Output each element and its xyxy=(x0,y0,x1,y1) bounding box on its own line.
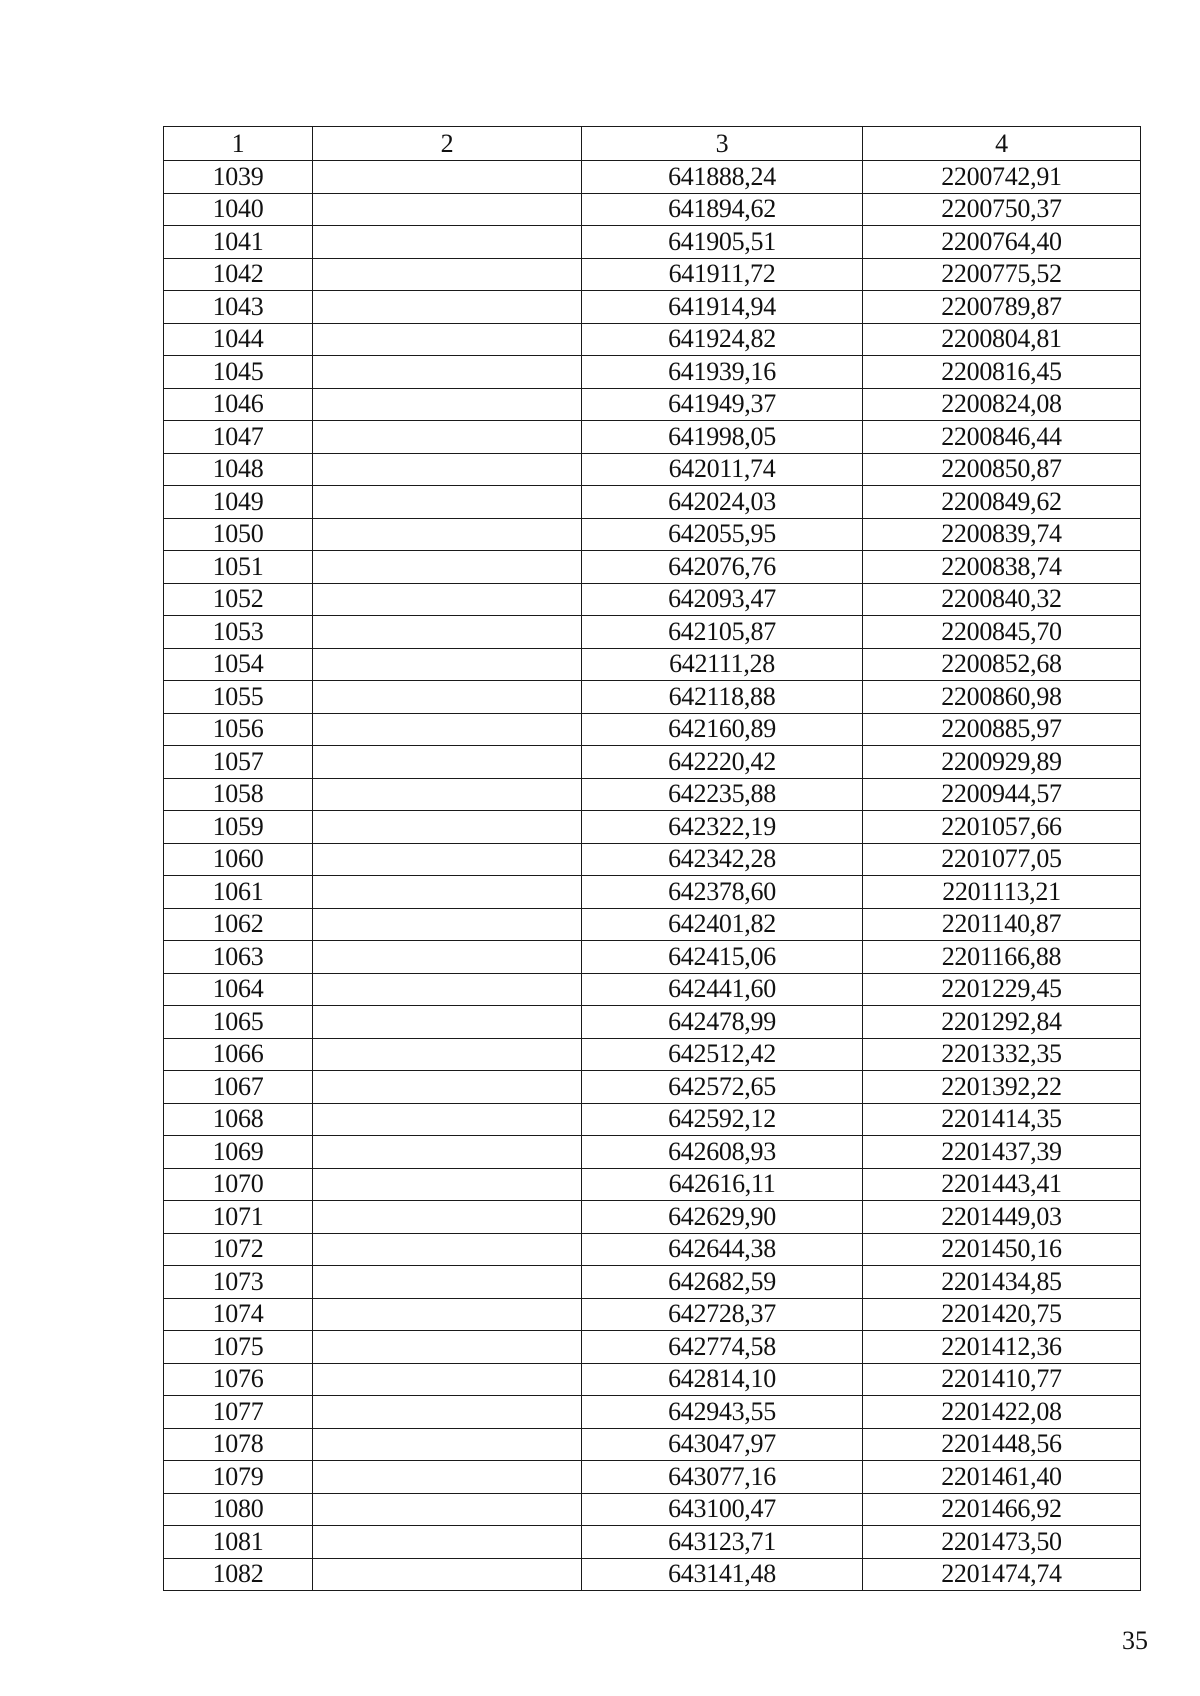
empty-cell xyxy=(313,908,582,941)
x-coordinate-cell: 642011,74 xyxy=(582,453,863,486)
x-coordinate-cell: 641905,51 xyxy=(582,226,863,259)
table-row xyxy=(164,1558,1141,1591)
empty-cell xyxy=(313,226,582,259)
empty-cell xyxy=(313,1136,582,1169)
table-row xyxy=(164,811,1141,844)
empty-cell xyxy=(313,1461,582,1494)
x-coordinate-cell: 642322,19 xyxy=(582,811,863,844)
x-coordinate-cell: 642105,87 xyxy=(582,616,863,649)
y-coordinate-cell: 2200852,68 xyxy=(863,648,1141,681)
empty-cell xyxy=(313,486,582,519)
y-coordinate-cell: 2201474,74 xyxy=(863,1558,1141,1591)
table-row xyxy=(164,1298,1141,1331)
x-coordinate-cell: 642572,65 xyxy=(582,1071,863,1104)
y-coordinate-cell: 2201448,56 xyxy=(863,1428,1141,1461)
empty-cell xyxy=(313,713,582,746)
x-coordinate-cell: 641911,72 xyxy=(582,258,863,291)
y-coordinate-cell: 2200944,57 xyxy=(863,778,1141,811)
table-row xyxy=(164,1461,1141,1494)
empty-cell xyxy=(313,648,582,681)
y-coordinate-cell: 2200839,74 xyxy=(863,518,1141,551)
empty-cell xyxy=(313,1038,582,1071)
point-number-cell: 1065 xyxy=(164,1006,313,1039)
empty-cell xyxy=(313,1233,582,1266)
empty-cell xyxy=(313,1266,582,1299)
y-coordinate-cell: 2201422,08 xyxy=(863,1396,1141,1429)
x-coordinate-cell: 642512,42 xyxy=(582,1038,863,1071)
empty-cell xyxy=(313,1526,582,1559)
empty-cell xyxy=(313,941,582,974)
x-coordinate-cell: 642160,89 xyxy=(582,713,863,746)
point-number-cell: 1059 xyxy=(164,811,313,844)
empty-cell xyxy=(313,356,582,389)
table-row xyxy=(164,1526,1141,1559)
table-row xyxy=(164,1428,1141,1461)
table-row xyxy=(164,1396,1141,1429)
point-number-cell: 1063 xyxy=(164,941,313,974)
table-row xyxy=(164,453,1141,486)
empty-cell xyxy=(313,1428,582,1461)
table-row xyxy=(164,421,1141,454)
x-coordinate-cell: 642644,38 xyxy=(582,1233,863,1266)
table-row xyxy=(164,746,1141,779)
y-coordinate-cell: 2201410,77 xyxy=(863,1363,1141,1396)
empty-cell xyxy=(313,388,582,421)
empty-cell xyxy=(313,1363,582,1396)
x-coordinate-cell: 642814,10 xyxy=(582,1363,863,1396)
y-coordinate-cell: 2200804,81 xyxy=(863,323,1141,356)
x-coordinate-cell: 642235,88 xyxy=(582,778,863,811)
point-number-cell: 1039 xyxy=(164,161,313,194)
x-coordinate-cell: 642342,28 xyxy=(582,843,863,876)
x-coordinate-cell: 641998,05 xyxy=(582,421,863,454)
x-coordinate-cell: 642378,60 xyxy=(582,876,863,909)
table-row xyxy=(164,291,1141,324)
point-number-cell: 1056 xyxy=(164,713,313,746)
y-coordinate-cell: 2201229,45 xyxy=(863,973,1141,1006)
point-number-cell: 1072 xyxy=(164,1233,313,1266)
y-coordinate-cell: 2201450,16 xyxy=(863,1233,1141,1266)
table-row xyxy=(164,1363,1141,1396)
empty-cell xyxy=(313,421,582,454)
point-number-cell: 1045 xyxy=(164,356,313,389)
table-row xyxy=(164,323,1141,356)
y-coordinate-cell: 2200840,32 xyxy=(863,583,1141,616)
y-coordinate-cell: 2200860,98 xyxy=(863,681,1141,714)
point-number-cell: 1061 xyxy=(164,876,313,909)
point-number-cell: 1082 xyxy=(164,1558,313,1591)
y-coordinate-cell: 2200846,44 xyxy=(863,421,1141,454)
point-number-cell: 1078 xyxy=(164,1428,313,1461)
point-number-cell: 1057 xyxy=(164,746,313,779)
table-row xyxy=(164,1266,1141,1299)
page-number: 35 xyxy=(1122,1626,1148,1655)
table-row xyxy=(164,486,1141,519)
x-coordinate-cell: 641888,24 xyxy=(582,161,863,194)
y-coordinate-cell: 2201473,50 xyxy=(863,1526,1141,1559)
empty-cell xyxy=(313,161,582,194)
y-coordinate-cell: 2201392,22 xyxy=(863,1071,1141,1104)
header-row xyxy=(164,127,1141,161)
x-coordinate-cell: 642111,28 xyxy=(582,648,863,681)
point-number-cell: 1050 xyxy=(164,518,313,551)
coordinates-table xyxy=(163,126,1141,1591)
y-coordinate-cell: 2200929,89 xyxy=(863,746,1141,779)
empty-cell xyxy=(313,1168,582,1201)
table-row xyxy=(164,551,1141,584)
empty-cell xyxy=(313,843,582,876)
point-number-cell: 1074 xyxy=(164,1298,313,1331)
x-coordinate-cell: 642478,99 xyxy=(582,1006,863,1039)
y-coordinate-cell: 2201420,75 xyxy=(863,1298,1141,1331)
empty-cell xyxy=(313,1493,582,1526)
point-number-cell: 1077 xyxy=(164,1396,313,1429)
empty-cell xyxy=(313,583,582,616)
y-coordinate-cell: 2201332,35 xyxy=(863,1038,1141,1071)
header-cell-col-1: 1 xyxy=(164,127,313,161)
empty-cell xyxy=(313,616,582,649)
y-coordinate-cell: 2200750,37 xyxy=(863,193,1141,226)
y-coordinate-cell: 2201466,92 xyxy=(863,1493,1141,1526)
header-cell-col-2: 2 xyxy=(313,127,582,161)
table-row xyxy=(164,258,1141,291)
point-number-cell: 1080 xyxy=(164,1493,313,1526)
y-coordinate-cell: 2201414,35 xyxy=(863,1103,1141,1136)
table-row xyxy=(164,583,1141,616)
point-number-cell: 1066 xyxy=(164,1038,313,1071)
x-coordinate-cell: 643100,47 xyxy=(582,1493,863,1526)
point-number-cell: 1042 xyxy=(164,258,313,291)
point-number-cell: 1073 xyxy=(164,1266,313,1299)
point-number-cell: 1051 xyxy=(164,551,313,584)
table-row xyxy=(164,908,1141,941)
empty-cell xyxy=(313,1396,582,1429)
empty-cell xyxy=(313,778,582,811)
y-coordinate-cell: 2201461,40 xyxy=(863,1461,1141,1494)
empty-cell xyxy=(313,1071,582,1104)
point-number-cell: 1064 xyxy=(164,973,313,1006)
y-coordinate-cell: 2200849,62 xyxy=(863,486,1141,519)
y-coordinate-cell: 2201437,39 xyxy=(863,1136,1141,1169)
empty-cell xyxy=(313,746,582,779)
header-cell-col-3: 3 xyxy=(582,127,863,161)
empty-cell xyxy=(313,1103,582,1136)
x-coordinate-cell: 641949,37 xyxy=(582,388,863,421)
point-number-cell: 1043 xyxy=(164,291,313,324)
empty-cell xyxy=(313,291,582,324)
empty-cell xyxy=(313,323,582,356)
empty-cell xyxy=(313,518,582,551)
x-coordinate-cell: 642220,42 xyxy=(582,746,863,779)
point-number-cell: 1046 xyxy=(164,388,313,421)
table-row xyxy=(164,648,1141,681)
point-number-cell: 1058 xyxy=(164,778,313,811)
table-row xyxy=(164,226,1141,259)
table-row xyxy=(164,1493,1141,1526)
empty-cell xyxy=(313,1298,582,1331)
point-number-cell: 1070 xyxy=(164,1168,313,1201)
table-row xyxy=(164,713,1141,746)
x-coordinate-cell: 642592,12 xyxy=(582,1103,863,1136)
x-coordinate-cell: 643123,71 xyxy=(582,1526,863,1559)
x-coordinate-cell: 642629,90 xyxy=(582,1201,863,1234)
table-row xyxy=(164,356,1141,389)
empty-cell xyxy=(313,453,582,486)
point-number-cell: 1071 xyxy=(164,1201,313,1234)
table-row xyxy=(164,1006,1141,1039)
empty-cell xyxy=(313,811,582,844)
y-coordinate-cell: 2200885,97 xyxy=(863,713,1141,746)
table-row xyxy=(164,161,1141,194)
y-coordinate-cell: 2200816,45 xyxy=(863,356,1141,389)
table-row xyxy=(164,681,1141,714)
point-number-cell: 1048 xyxy=(164,453,313,486)
y-coordinate-cell: 2201140,87 xyxy=(863,908,1141,941)
point-number-cell: 1052 xyxy=(164,583,313,616)
x-coordinate-cell: 642774,58 xyxy=(582,1331,863,1364)
empty-cell xyxy=(313,193,582,226)
table-row xyxy=(164,778,1141,811)
point-number-cell: 1067 xyxy=(164,1071,313,1104)
empty-cell xyxy=(313,681,582,714)
table-row xyxy=(164,876,1141,909)
x-coordinate-cell: 642943,55 xyxy=(582,1396,863,1429)
point-number-cell: 1047 xyxy=(164,421,313,454)
x-coordinate-cell: 642401,82 xyxy=(582,908,863,941)
y-coordinate-cell: 2201443,41 xyxy=(863,1168,1141,1201)
y-coordinate-cell: 2201166,88 xyxy=(863,941,1141,974)
y-coordinate-cell: 2201113,21 xyxy=(863,876,1141,909)
x-coordinate-cell: 642682,59 xyxy=(582,1266,863,1299)
y-coordinate-cell: 2201077,05 xyxy=(863,843,1141,876)
point-number-cell: 1041 xyxy=(164,226,313,259)
y-coordinate-cell: 2200764,40 xyxy=(863,226,1141,259)
y-coordinate-cell: 2200775,52 xyxy=(863,258,1141,291)
table-row xyxy=(164,1331,1141,1364)
x-coordinate-cell: 641924,82 xyxy=(582,323,863,356)
point-number-cell: 1055 xyxy=(164,681,313,714)
point-number-cell: 1068 xyxy=(164,1103,313,1136)
point-number-cell: 1075 xyxy=(164,1331,313,1364)
point-number-cell: 1076 xyxy=(164,1363,313,1396)
y-coordinate-cell: 2200850,87 xyxy=(863,453,1141,486)
empty-cell xyxy=(313,258,582,291)
x-coordinate-cell: 642093,47 xyxy=(582,583,863,616)
x-coordinate-cell: 642608,93 xyxy=(582,1136,863,1169)
x-coordinate-cell: 642118,88 xyxy=(582,681,863,714)
empty-cell xyxy=(313,973,582,1006)
point-number-cell: 1062 xyxy=(164,908,313,941)
y-coordinate-cell: 2200789,87 xyxy=(863,291,1141,324)
x-coordinate-cell: 642055,95 xyxy=(582,518,863,551)
x-coordinate-cell: 643141,48 xyxy=(582,1558,863,1591)
table-row xyxy=(164,941,1141,974)
y-coordinate-cell: 2201057,66 xyxy=(863,811,1141,844)
table-row xyxy=(164,1201,1141,1234)
point-number-cell: 1069 xyxy=(164,1136,313,1169)
table-row xyxy=(164,388,1141,421)
point-number-cell: 1079 xyxy=(164,1461,313,1494)
x-coordinate-cell: 641894,62 xyxy=(582,193,863,226)
table-body xyxy=(164,161,1141,1591)
point-number-cell: 1049 xyxy=(164,486,313,519)
y-coordinate-cell: 2200824,08 xyxy=(863,388,1141,421)
empty-cell xyxy=(313,1331,582,1364)
empty-cell xyxy=(313,1558,582,1591)
x-coordinate-cell: 642441,60 xyxy=(582,973,863,1006)
x-coordinate-cell: 642728,37 xyxy=(582,1298,863,1331)
y-coordinate-cell: 2200845,70 xyxy=(863,616,1141,649)
table-row xyxy=(164,1233,1141,1266)
y-coordinate-cell: 2200742,91 xyxy=(863,161,1141,194)
table-row xyxy=(164,518,1141,551)
table-row xyxy=(164,843,1141,876)
x-coordinate-cell: 642616,11 xyxy=(582,1168,863,1201)
x-coordinate-cell: 641939,16 xyxy=(582,356,863,389)
point-number-cell: 1040 xyxy=(164,193,313,226)
y-coordinate-cell: 2201412,36 xyxy=(863,1331,1141,1364)
empty-cell xyxy=(313,1201,582,1234)
header-cell-col-4: 4 xyxy=(863,127,1141,161)
point-number-cell: 1054 xyxy=(164,648,313,681)
point-number-cell: 1060 xyxy=(164,843,313,876)
x-coordinate-cell: 642024,03 xyxy=(582,486,863,519)
point-number-cell: 1053 xyxy=(164,616,313,649)
x-coordinate-cell: 642076,76 xyxy=(582,551,863,584)
x-coordinate-cell: 641914,94 xyxy=(582,291,863,324)
table-row xyxy=(164,1136,1141,1169)
table-row xyxy=(164,193,1141,226)
table-row xyxy=(164,1038,1141,1071)
empty-cell xyxy=(313,551,582,584)
table-row xyxy=(164,1071,1141,1104)
table-row xyxy=(164,973,1141,1006)
empty-cell xyxy=(313,876,582,909)
table-row xyxy=(164,1103,1141,1136)
x-coordinate-cell: 642415,06 xyxy=(582,941,863,974)
x-coordinate-cell: 643077,16 xyxy=(582,1461,863,1494)
y-coordinate-cell: 2201434,85 xyxy=(863,1266,1141,1299)
y-coordinate-cell: 2201449,03 xyxy=(863,1201,1141,1234)
table-header xyxy=(164,127,1141,161)
y-coordinate-cell: 2200838,74 xyxy=(863,551,1141,584)
y-coordinate-cell: 2201292,84 xyxy=(863,1006,1141,1039)
table-row xyxy=(164,616,1141,649)
point-number-cell: 1044 xyxy=(164,323,313,356)
empty-cell xyxy=(313,1006,582,1039)
point-number-cell: 1081 xyxy=(164,1526,313,1559)
table-row xyxy=(164,1168,1141,1201)
x-coordinate-cell: 643047,97 xyxy=(582,1428,863,1461)
